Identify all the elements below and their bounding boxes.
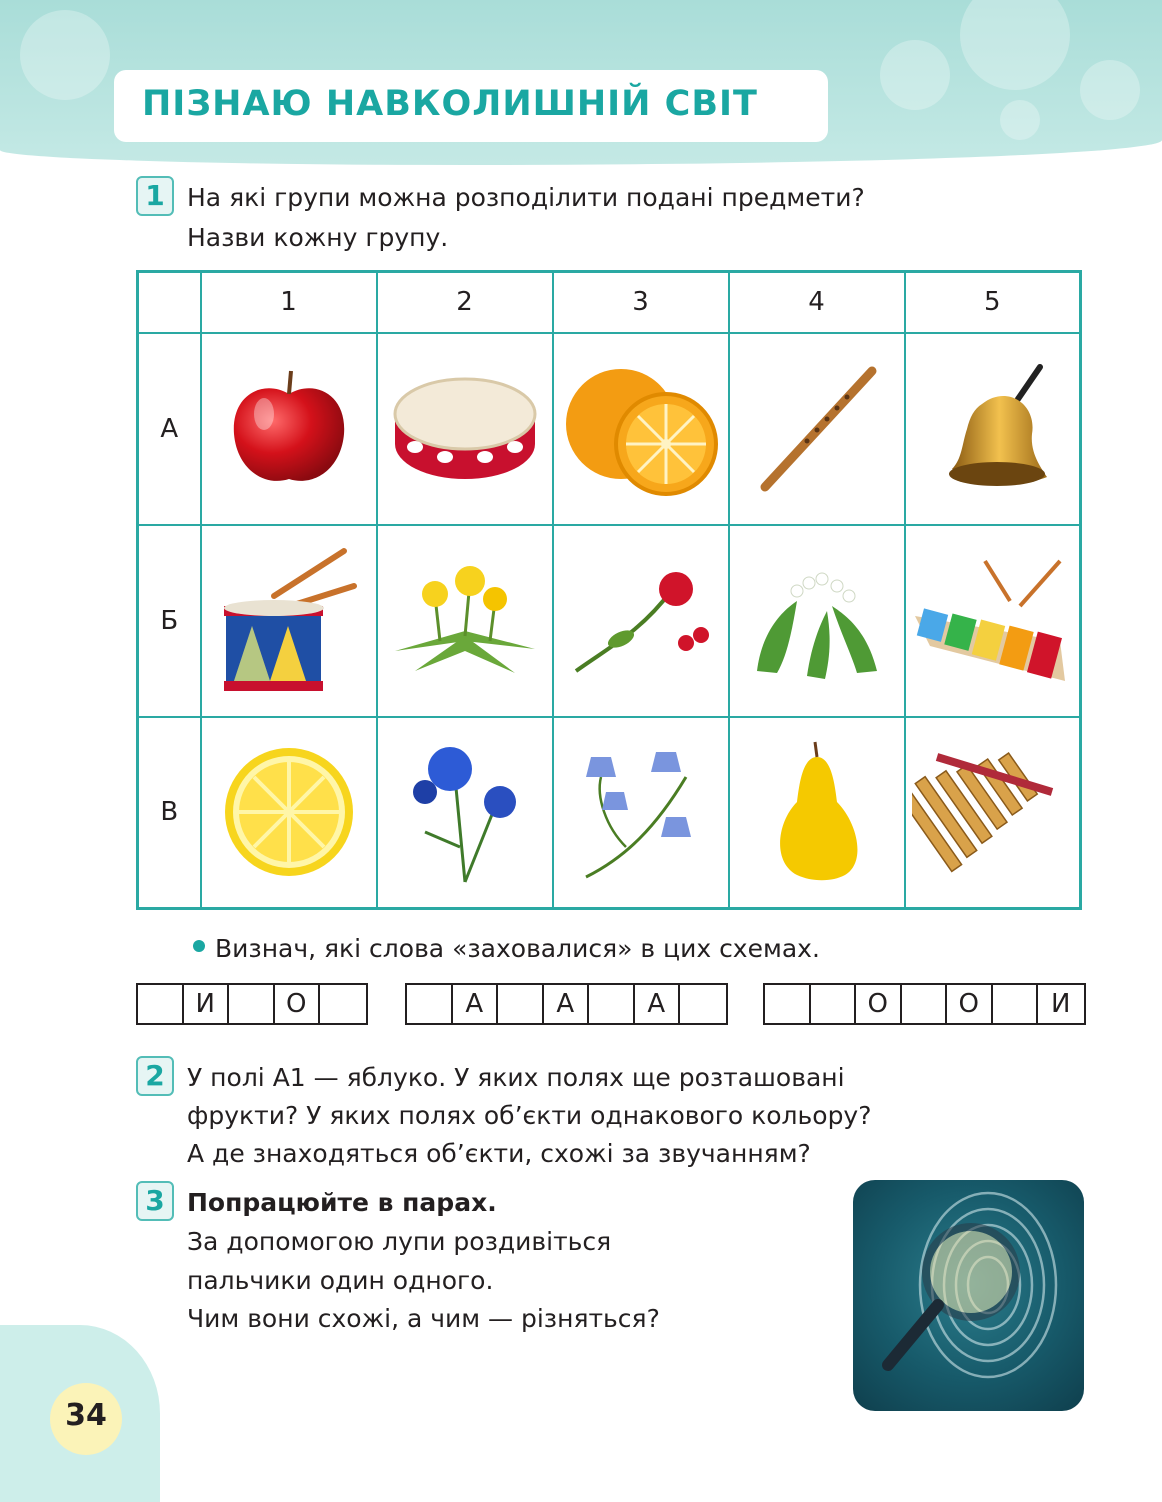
col-header-2: 2 [377,272,553,333]
cell-v4 [729,717,905,909]
tambourine-icon [390,369,540,489]
scheme-box [407,985,453,1023]
magnifier-fingerprint-icon [853,1180,1084,1411]
cell-v2 [377,717,553,909]
scheme-box: И [1051,989,1071,1019]
items-grid [136,270,1082,910]
cell-a4 [729,333,905,525]
scheme-box: О [856,985,902,1023]
grid-row-v [138,717,1081,909]
cell-a5 [905,333,1081,525]
scheme-box [498,985,544,1023]
cell-a1 [201,333,377,525]
col-header-1: 1 [201,272,377,333]
cell-b1 [201,525,377,717]
task2-line1: У полі А1 — яблуко. У яких полях ще розташовані [187,1063,845,1092]
pear-icon [757,737,877,887]
rose-icon [561,561,721,681]
cell-b2 [377,525,553,717]
scheme-box [680,985,726,1023]
scheme-box [320,985,366,1023]
decor-bubble [1000,100,1040,140]
task-number-2: 2 [136,1056,174,1096]
task3-line2: пальчики один одного. [187,1266,494,1295]
col-header-4: 4 [729,272,905,333]
dandelion-icon [385,561,545,681]
cell-v3 [553,717,729,909]
flute-icon [747,359,887,499]
task1-line1: На які групи можна розподілити подані предмети? [187,183,865,212]
scheme-box: О [275,985,321,1023]
task2-line3: А де знаходяться об’єкти, схожі за звучанням? [187,1139,811,1168]
task3-line1: За допомогою лупи роздивіться [187,1227,612,1256]
cell-v1 [201,717,377,909]
grid-header-row [138,272,1081,333]
apple-icon [219,359,359,499]
col-header-3: 3 [553,272,729,333]
scheme-box: О [947,985,993,1023]
cell-b5 [905,525,1081,717]
scheme-box [902,985,948,1023]
word-scheme-3 [763,983,1086,1025]
scheme-box: А [635,985,681,1023]
scheme-box [765,985,811,1023]
task-number-1: 1 [136,176,174,216]
task2-line2: фрукти? У яких полях об’єкти однакового кольору? [187,1101,872,1130]
drum-icon [214,546,364,696]
row-header-a: А [138,333,201,525]
scheme-box [229,985,275,1023]
cell-b3 [553,525,729,717]
scheme-box: А [544,985,590,1023]
word-scheme-2 [405,983,728,1025]
row-header-v: В [138,717,201,909]
bellflower-icon [566,737,716,887]
lemon-slice-icon [219,742,359,882]
task1-line2: Назви кожну групу. [187,223,449,252]
cell-v5 [905,717,1081,909]
task-number-3: 3 [136,1181,174,1221]
decor-bubble [960,0,1070,90]
cell-a2 [377,333,553,525]
scheme-box [589,985,635,1023]
bullet-text: Визнач, які слова «заховалися» в цих схемах. [215,934,820,963]
bullet-dot [193,940,205,952]
bell-icon [922,359,1062,499]
cornflower-icon [395,737,535,887]
grid-row-b [138,525,1081,717]
decor-bubble [880,40,950,110]
pan-flute-icon [912,737,1072,887]
scheme-box [138,985,184,1023]
task3-heading: Попрацюйте в парах. [187,1188,497,1217]
grid-corner [138,272,201,333]
row-header-b: Б [138,525,201,717]
col-header-5: 5 [905,272,1081,333]
scheme-box: А [453,985,499,1023]
grid-row-a [138,333,1081,525]
xylophone-icon [910,556,1075,686]
page-title: ПІЗНАЮ НАВКОЛИШНІЙ СВІТ [142,84,758,124]
word-scheme-1 [136,983,368,1025]
scheme-box [811,985,857,1023]
scheme-box: И [184,985,230,1023]
page-number: 34 [65,1398,107,1433]
cell-a3 [553,333,729,525]
lily-of-the-valley-icon [737,561,897,681]
decor-bubble [1080,60,1140,120]
decor-bubble [20,10,110,100]
magnifier-fingerprint-image [853,1180,1084,1411]
scheme-box [993,985,1039,1023]
task3-line3: Чим вони схожі, а чим — різняться? [187,1304,660,1333]
orange-icon [561,359,721,499]
cell-b4 [729,525,905,717]
